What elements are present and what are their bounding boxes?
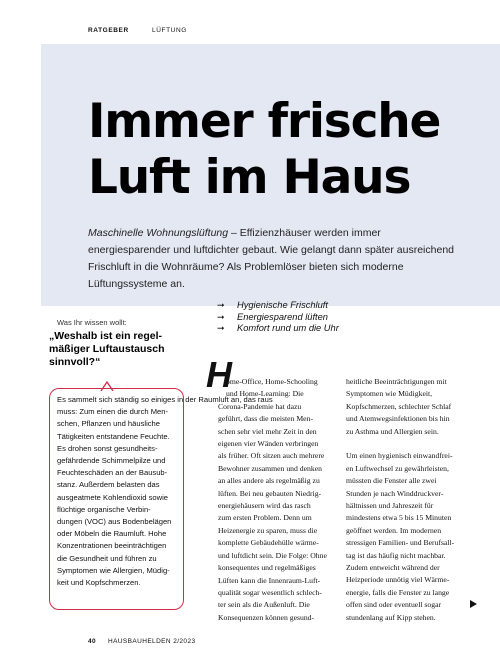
answer-line: gefährdende Schimmelpilze und — [57, 456, 166, 466]
answer-line: Es drohen sonst gesundheits- — [57, 443, 158, 453]
magazine-issue: HAUSBAUHELDEN 2/2023 — [108, 638, 196, 645]
article-line: en Luftwechsel zu gewährleisten, — [346, 463, 449, 473]
continue-arrow-icon — [470, 600, 477, 608]
article-line: an alles andere als regelmäßig zu — [218, 476, 320, 486]
article-line: und Home-Learning: Die — [226, 389, 304, 399]
highlight-text: Energiesparend lüften — [237, 311, 328, 322]
article-line: offen sind oder eventuell sogar — [346, 600, 442, 610]
title-line-1: Immer frische — [88, 94, 441, 149]
article-line: und luftdicht sein. Die Folge: Ohne — [218, 550, 327, 560]
article-line: lüften. Bei neu gebauten Niedrig- — [218, 488, 322, 498]
highlight-item — [217, 312, 339, 324]
answer-line: Feuchteschäden an der Bausub- — [57, 468, 168, 478]
article-line: zum ersten Problem. Denn um — [218, 513, 312, 523]
arrow-right-icon: ➞ — [217, 300, 225, 310]
article-line: und Atemwegsinfektionen bis hin — [346, 414, 450, 424]
arrow-right-icon: ➞ — [217, 323, 225, 333]
article-column-2 — [346, 376, 454, 624]
highlight-item — [217, 323, 339, 335]
article-line: Corona-Pandemie hat dazu — [218, 401, 302, 411]
article-line: mindestens etwa 5 bis 15 Minuten — [346, 513, 452, 523]
answer-line: oder Möbeln die Raumluft. Hohe — [57, 529, 167, 539]
article-line: hältnissen und Jahreszeit für — [346, 501, 434, 511]
lead-paragraph — [88, 225, 460, 293]
article-line: Heizenergie zu sparen, muss die — [218, 525, 318, 535]
answer-line: Konzentrationen beeinträchtigen — [57, 541, 167, 551]
faq-header — [49, 318, 189, 369]
lead-emphasis: Maschinelle Wohnungslüftung — [88, 227, 229, 239]
article-line: energie, falls die Fenster zu lange — [346, 587, 450, 597]
article-line: Konsequenzen können gesund- — [218, 612, 315, 622]
article-column-1 — [218, 376, 327, 624]
article-line: tag ist das häufig nicht machbar. — [346, 550, 446, 560]
article-line: heitliche Beeinträchtigungen mit — [346, 377, 447, 386]
answer-line: stanz. Außerdem belasten das — [57, 480, 160, 490]
highlights-list — [217, 300, 339, 335]
topic-label: LÜFTUNG — [152, 27, 187, 34]
highlight-text: Hygienische Frischluft — [237, 300, 328, 310]
answer-line: ausgeatmete Kohlendioxid sowie — [57, 492, 169, 502]
faq-question-line: „Weshalb ist ein regel- — [49, 330, 163, 342]
highlight-text: Komfort rund um die Uhr — [237, 323, 339, 333]
article-line: Bewohner zusammen und denken — [218, 463, 322, 473]
faq-question-line: sinnvoll?“ — [49, 356, 101, 368]
article-line: energiehäusern wird das rasch — [218, 501, 311, 511]
page-title — [88, 94, 440, 206]
highlight-item — [217, 300, 339, 312]
faq-kicker: Was Ihr wissen wollt: — [57, 318, 127, 327]
title-line-2: Luft im Haus — [88, 150, 411, 205]
article-line: geführt, dass die meisten Men- — [218, 414, 314, 424]
article-line: Um einen hygienisch einwandfrei- — [346, 451, 453, 461]
answer-line: muss: Zum einen die durch Men- — [57, 407, 168, 417]
answer-line: Tätigkeiten entstandene Feuchte. — [57, 431, 170, 441]
page-number: 40 — [88, 638, 97, 645]
arrow-right-icon: ➞ — [217, 311, 225, 322]
faq-question-line: mäßiger Luftaustausch — [49, 343, 165, 355]
page-footer — [88, 638, 196, 645]
article-line: ome-Office, Home-Schooling — [226, 377, 318, 386]
page-header — [88, 27, 187, 34]
article-line: Kopfschmerzen, schlechter Schlaf — [346, 401, 452, 411]
article-line: Heizperiode unnötig viel Wärme- — [346, 575, 450, 585]
article-line: Lüften kann die Innenraum-Luft- — [218, 575, 321, 585]
answer-line: flüchtige organische Verbin- — [57, 504, 151, 514]
answer-line: Symptomen wie Allergien, Müdig- — [57, 565, 170, 575]
article-line: geöffnet werden. Im modernen — [346, 525, 442, 535]
article-line: qualität sogar wesentlich schlech- — [218, 587, 322, 597]
article-line: Stunden je nach Winddruckver- — [346, 488, 444, 498]
article-line: konsequentes und regelmäßiges — [218, 563, 316, 573]
answer-line: Es sammelt sich ständig so einiges in der Raumluft an, das raus — [57, 395, 273, 404]
article-line: Zudem entweicht während der — [346, 563, 440, 573]
article-line: komplette Gebäudehülle wärme- — [218, 538, 319, 548]
answer-line: schen, Pflanzen und häusliche — [57, 419, 161, 429]
article-line: zu Asthma und Allergien sein. — [346, 426, 439, 436]
article-line: eigenen vier Wänden verbringen — [218, 439, 319, 449]
answer-line: keit und Kopfschmerzen. — [57, 578, 141, 588]
article-line: als früher. Oft sitzen auch mehrere — [218, 451, 325, 461]
section-label: RATGEBER — [88, 27, 129, 34]
answer-line: dungen (VOC) aus Bodenbelägen — [57, 517, 172, 527]
answer-line: die Gesundheit und führen zu — [57, 553, 157, 563]
article-line: schen sehr viel mehr Zeit in den — [218, 426, 317, 436]
drop-cap: H — [206, 354, 232, 395]
article-line: stressigen Familien- und Berufsall- — [346, 538, 455, 548]
article-line: Symptomen wie Müdigkeit, — [346, 389, 433, 399]
faq-question — [49, 330, 189, 369]
article-line: müssten die Fenster alle zwei — [346, 476, 437, 486]
lead-text: – Effizienzhäuser werden immer energiesparender und luftdichter gebaut. Wie gelangt dann später ausreichend Frischluft in die Wohnräume? Als Problemlöser bieten sich moderne Lüftungssysteme an. — [88, 227, 454, 290]
article-line: stundenlang auf Kipp stehen. — [346, 612, 436, 622]
article-line: ter sein als die Außenluft. Die — [218, 600, 310, 610]
